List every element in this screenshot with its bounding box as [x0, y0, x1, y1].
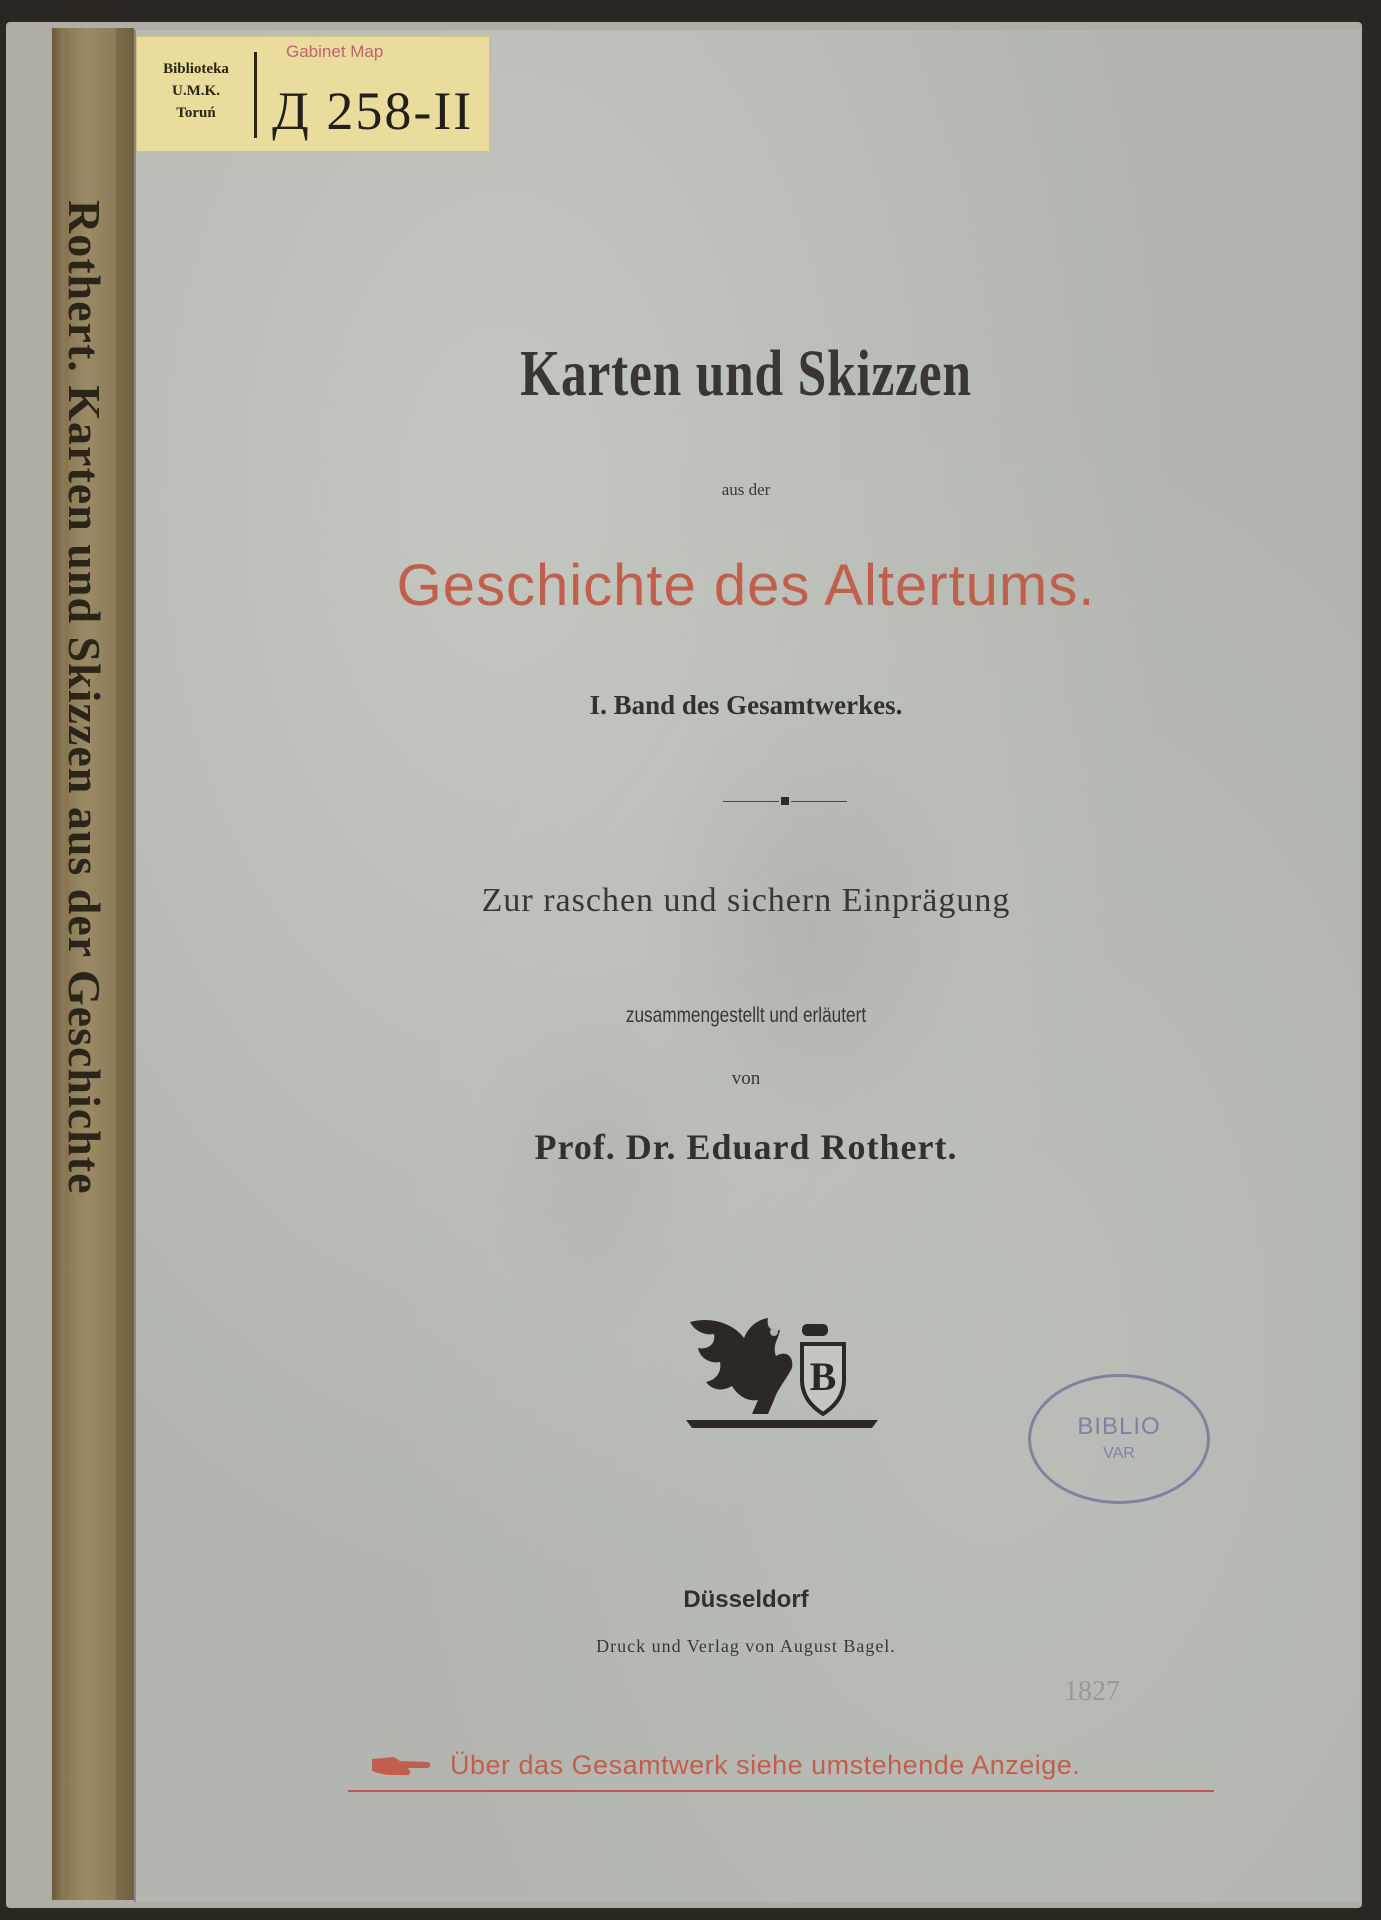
- svg-text:B: B: [809, 1354, 837, 1399]
- volume-line: I. Band des Gesamtwerkes.: [589, 690, 903, 720]
- ornament-line-left: [723, 801, 779, 802]
- shelfmark: Д 258-II: [272, 81, 474, 141]
- compiled-line: zusammengestellt und erläutert: [625, 1004, 867, 1027]
- pointing-hand-icon: [370, 1753, 432, 1779]
- ornament-line-right: [791, 801, 847, 802]
- library-line-2: U.M.K.: [172, 83, 220, 99]
- publisher-city: Düsseldorf: [683, 1586, 809, 1613]
- pencil-mark: 1827: [1064, 1676, 1120, 1707]
- library-name: [146, 58, 246, 124]
- publisher-emblem-icon: [682, 1310, 882, 1432]
- front-cover: [134, 30, 1360, 1902]
- by-line: von: [731, 1068, 761, 1089]
- stamp-line-1: BIBLIO: [1077, 1413, 1161, 1440]
- notice-text: Über das Gesamtwerk siehe umstehende Anzeige.: [450, 1750, 1081, 1780]
- library-line-1: Biblioteka: [163, 61, 229, 77]
- title-connector: aus der: [721, 480, 771, 499]
- purpose-line: Zur raschen und sichern Einprägung: [481, 882, 1011, 919]
- book-title: Karten und Skizzen: [520, 337, 972, 410]
- ornament-dot: [781, 797, 789, 805]
- book-subject: Geschichte des Altertums.: [396, 553, 1096, 618]
- author-name: Prof. Dr. Eduard Rothert.: [534, 1127, 958, 1167]
- ornament-divider: [723, 800, 847, 804]
- label-divider: [254, 52, 257, 138]
- spine-title: Rothert. Karten und Skizzen aus der Geschichte: [59, 200, 110, 1195]
- publisher-line: Druck und Verlag von August Bagel.: [596, 1636, 896, 1656]
- notice-underline: [348, 1790, 1214, 1792]
- library-stamp: [1028, 1374, 1210, 1504]
- library-line-3: Toruń: [176, 105, 216, 121]
- stamp-line-2: VAR: [1103, 1445, 1135, 1462]
- collection-stamp: Gabinet Map: [286, 42, 384, 61]
- library-label: [136, 36, 490, 152]
